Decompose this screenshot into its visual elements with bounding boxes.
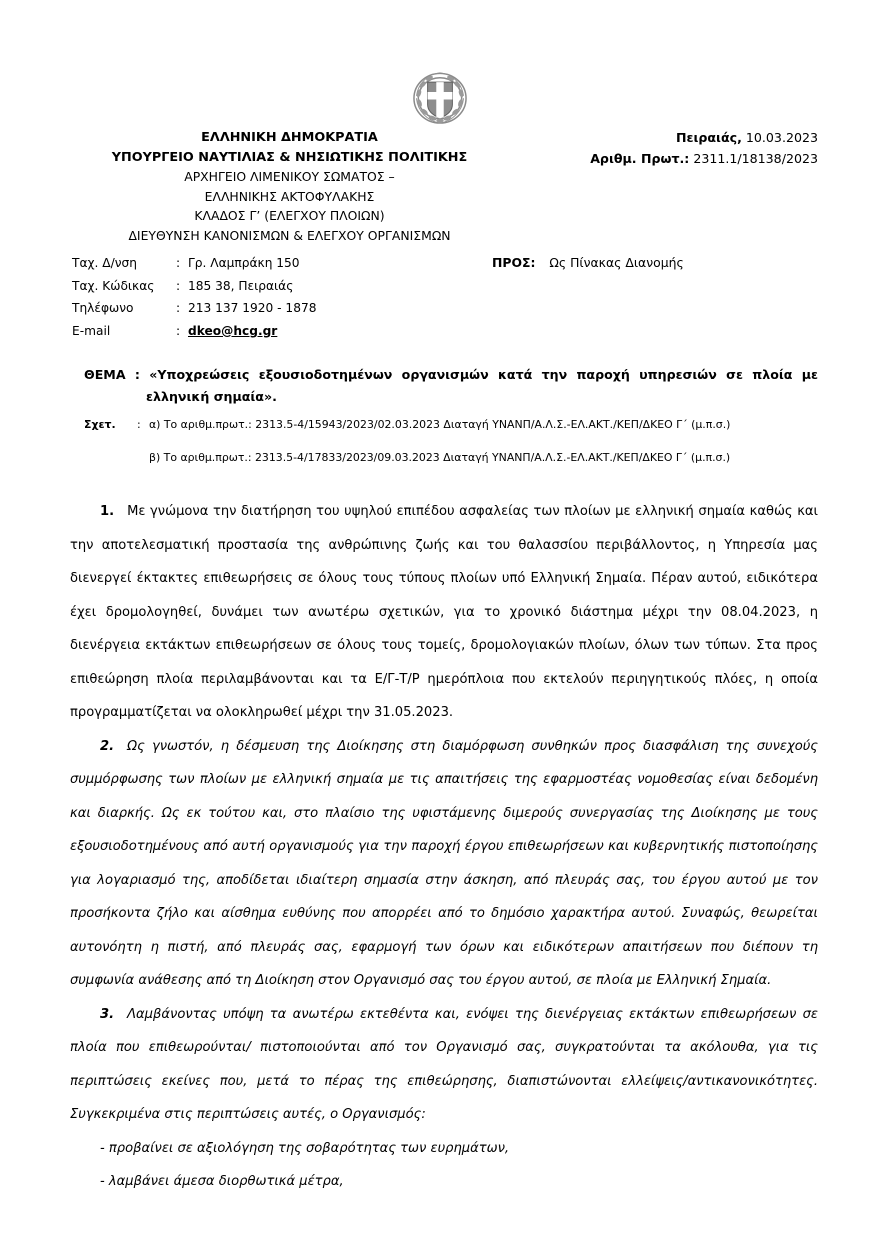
reference-item-a: α) Το αριθμ.πρωτ.: 2313.5-4/15943/2023/02.03.2023 Διαταγή ΥΝΑΝΠ/Α.Λ.Σ.-ΕΛ.ΑΚΤ./ΚΕΠ/ΔΚΕΟ Γ΄ (μ.π.σ.): [149, 418, 731, 431]
recipient-value: Ως Πίνακας Διανομής: [549, 255, 684, 270]
document-body: [70, 495, 818, 1199]
contact-row-postcode: [72, 275, 472, 298]
references-block: [84, 414, 818, 469]
paragraph-2-number: 2.: [100, 738, 115, 754]
paragraph-1: [70, 495, 818, 730]
references-colon-spacer: [137, 447, 149, 469]
postcode-value: 185 38, Πειραιάς: [188, 278, 294, 293]
protocol-label: Αριθμ. Πρωτ.:: [590, 150, 690, 166]
document-date: 10.03.2023: [745, 130, 818, 145]
protocol-line: [517, 149, 818, 170]
place-label: Πειραιάς,: [675, 130, 742, 145]
paragraph-3-text: Λαμβάνοντας υπόψη τα ανωτέρω εκτεθέντα και, ενόψει της διενέργειας εκτάκτων επιθεωρήσεων σε πλοία που επιθεωρούνται/ πιστοποιούνται από τον Οργανισμό σας, συγκρατούνται τα ακόλουθα, για τις περιπτώσεις εκείνες που, μετά το πέρας της επιθεώρησης, διαπιστώνονται ελλείψεις/αντικανονικότητες. Συγκεκριμένα στις περιπτώσεις αυτές, ο Οργανισμός:: [70, 1006, 818, 1122]
paragraph-1-number: 1.: [100, 504, 115, 519]
paragraph-3: [70, 998, 818, 1132]
postcode-label: Ταχ. Κώδικας: [72, 278, 155, 293]
references-colon: :: [137, 418, 141, 431]
references-label-spacer: [84, 447, 137, 469]
paragraph-1-text: Με γνώμονα την διατήρηση του υψηλού επιπέδου ασφαλείας των πλοίων με ελληνική σημαία καθώς και την αποτελεσματική προστασία της ανθρώπινης ζωής και του θαλασσίου περιβάλλοντος, η Υπηρεσία μας διενεργεί έκτακτες επιθεωρήσεις σε όλους τους τύπους πλοίων υπό Ελληνική Σημαία. Πέραν αυτού, ειδικότερα έχει δρομολογηθεί, δυνάμει των ανωτέρω σχετικών, για το χρονικό διάστημα μέχρι την 08.04.2023, η διενέργεια εκτάκτων επιθεωρήσεων σε όλους τους τομείς, δρομολογιακών πλοίων, όλων των τύπων. Στα προς επιθεώρηση πλοία περιλαμβάνονται και τα Ε/Γ-Τ/Ρ ημερόπλοια που εκτελούν περιηγητικούς πλόες, η οποία προγραμματίζεται να ολοκληρωθεί μέχρι την 31.05.2023.: [70, 504, 818, 720]
email-colon: :: [176, 323, 181, 338]
place-date-line: [517, 128, 818, 149]
postcode-colon: :: [176, 278, 181, 293]
phone-label: Τηλέφωνο: [72, 301, 134, 316]
org-line-4: ΕΛΛΗΝΙΚΗΣ ΑΚΤΟΦΥΛΑΚΗΣ: [204, 188, 375, 204]
place-and-protocol-block: [517, 128, 818, 169]
phone-colon: :: [176, 301, 181, 316]
references-label: Σχετ.: [84, 418, 116, 431]
issuing-authority-block: [62, 128, 517, 246]
org-line-3: ΑΡΧΗΓΕΙΟ ΛΙΜΕΝΙΚΟΥ ΣΩΜΑΤΟΣ –: [184, 169, 395, 185]
org-line-2: ΥΠΟΥΡΓΕΙΟ ΝΑΥΤΙΛΙΑΣ & ΝΗΣΙΩΤΙΚΗΣ ΠΟΛΙΤΙΚΗΣ: [111, 149, 468, 165]
address-label: Ταχ. Δ/νση: [72, 256, 137, 270]
paragraph-3-number: 3.: [100, 1006, 115, 1022]
org-line-6: ΔΙΕΥΘΥΝΣΗ ΚΑΝΟΝΙΣΜΩΝ & ΕΛΕΓΧΟΥ ΟΡΓΑΝΙΣΜΩΝ: [128, 227, 451, 243]
reference-row-b: [84, 447, 818, 469]
contact-row-address: [72, 252, 472, 275]
paragraph-2-text: Ως γνωστόν, η δέσμευση της Διοίκησης στη διαμόρφωση συνθηκών προς διασφάλιση της συνεχούς συμμόρφωσης των πλοίων με ελληνική σημαία με τις απαιτήσεις της εφαρμοστέας νομοθεσίας είναι δεδομένη και διαρκής. Ως εκ τούτου και, στο πλαίσιο της υφιστάμενης διμερούς συνεργασίας της Διοίκησης με τους εξουσιοδοτημένους από αυτή οργανισμούς για την παροχή έργου επιθεωρήσεων και κυβερνητικής πιστοποίησης για λογαριασμό της, αποδίδεται ιδιαίτερη σημασία στην άσκηση, από πλευράς σας, του έργου αυτού με τον προσήκοντα ζήλο και αίσθημα ευθύνης που απορρέει από το δημόσιο χαρακτήρα αυτού. Συναφώς, θεωρείται αυτονόητη η πιστή, από πλευράς σας, εφαρμογή των όρων και ειδικότερων απαιτήσεων που διέπουν τη συμφωνία ανάθεσης από τη Διοίκηση στον Οργανισμό σας του έργου αυτού, σε πλοία με Ελληνική Σημαία.: [70, 738, 818, 988]
email-link[interactable]: dkeo@hcg.gr: [188, 323, 278, 338]
contact-row-phone: [72, 297, 472, 320]
list-item: - προβαίνει σε αξιολόγηση της σοβαρότητας των ευρημάτων,: [100, 1140, 510, 1156]
org-line-1: ΕΛΛΗΝΙΚΗ ΔΗΜΟΚΡΑΤΙΑ: [201, 130, 378, 145]
document-header: [62, 128, 818, 246]
recipient-label: ΠΡΟΣ:: [492, 255, 536, 270]
paragraph-2: [70, 730, 818, 998]
hellenic-republic-coat-of-arms-icon: [409, 66, 471, 128]
address-colon: :: [176, 256, 181, 270]
email-label: E-mail: [72, 323, 111, 338]
emblem-container: [0, 66, 880, 128]
org-line-5: ΚΛΑΔΟΣ Γ’ (ΕΛΕΓΧΟΥ ΠΛΟΙΩΝ): [194, 208, 385, 224]
list-item: - λαμβάνει άμεσα διορθωτικά μέτρα,: [100, 1174, 344, 1189]
address-value: Γρ. Λαμπράκη 150: [188, 256, 300, 270]
subject-text: ΘΕΜΑ : «Υποχρεώσεις εξουσιοδοτημένων οργανισμών κατά την παροχή υπηρεσιών σε πλοία με ελληνική σημαία».: [84, 367, 818, 404]
contact-details-block: [72, 252, 472, 342]
phone-value: 213 137 1920 - 1878: [188, 301, 317, 316]
reference-row-a: [84, 414, 818, 436]
recipient-block: [492, 252, 684, 275]
subject-block: [84, 364, 818, 407]
contact-row-email: [72, 320, 472, 343]
reference-item-b: β) Το αριθμ.πρωτ.: 2313.5-4/17833/2023/09.03.2023 Διαταγή ΥΝΑΝΠ/Α.Λ.Σ.-ΕΛ.ΑΚΤ./ΚΕΠ/ΔΚΕΟ Γ΄ (μ.π.σ.): [149, 451, 731, 464]
protocol-number: 2311.1/18138/2023: [693, 150, 818, 166]
